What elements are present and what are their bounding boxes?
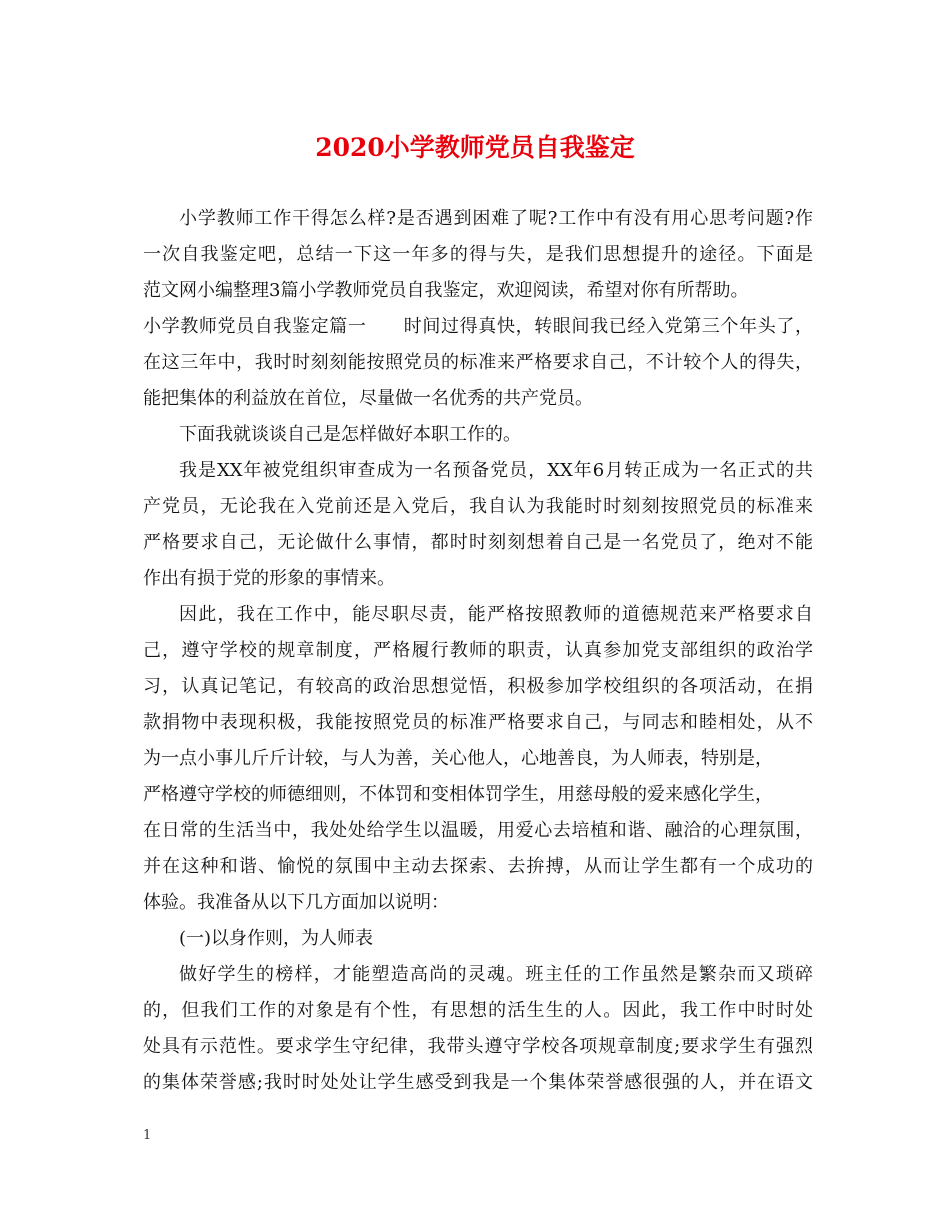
paragraph-line: 我是XX年被党组织审查成为一名预备党员，XX年6月转正成为一名正式的共 xyxy=(179,460,813,481)
paragraph-line: 体验。我准备从以下几方面加以说明： xyxy=(143,892,449,913)
paragraph-line: 产党员，无论我在入党前还是入党后，我自认为我能时时刻刻按照党员的标准来 xyxy=(143,496,813,517)
paragraph-line: 做好学生的榜样，才能塑造高尚的灵魂。班主任的工作虽然是繁杂而又琐碎 xyxy=(179,964,813,985)
paragraph-line: 能把集体的利益放在首位，尽量做一名优秀的共产党员。 xyxy=(143,388,593,409)
paragraph-line: 款捐物中表现积极，我能按照党员的标准严格要求自己，与同志和睦相处，从不 xyxy=(143,712,813,733)
paragraph-line: 处具有示范性。要求学生守纪律，我带头遵守学校各项规章制度;要求学生有强烈 xyxy=(143,1036,813,1057)
paragraph-line: 在日常的生活当中，我处处给学生以温暖，用爱心去培植和谐、融洽的心理氛围， xyxy=(143,820,813,841)
paragraph-line: 范文网小编整理3篇小学教师党员自我鉴定，欢迎阅读，希望对你有所帮助。 xyxy=(143,280,749,301)
document-title: 2020小学教师党员自我鉴定 xyxy=(315,133,635,162)
paragraph-line: 的，但我们工作的对象是有个性，有思想的活生生的人。因此，我工作中时时处 xyxy=(143,1000,813,1021)
paragraph-line: 小学教师工作干得怎么样?是否遇到困难了呢?工作中有没有用心思考问题?作 xyxy=(179,208,813,229)
section-heading: (一)以身作则，为人师表 xyxy=(179,928,374,949)
paragraph-line: 的集体荣誉感;我时时处处让学生感受到我是一个集体荣誉感很强的人，并在语文 xyxy=(143,1072,813,1093)
paragraph-line: 严格遵守学校的师德细则，不体罚和变相体罚学生，用慈母般的爱来感化学生， xyxy=(143,784,773,805)
paragraph-line: 并在这种和谐、愉悦的氛围中主动去探索、去拚搏，从而让学生都有一个成功的 xyxy=(143,856,813,877)
paragraph-line: 习，认真记笔记，有较高的政治思想觉悟，积极参加学校组织的各项活动，在捐 xyxy=(143,676,813,697)
paragraph-line: 下面我就谈谈自己是怎样做好本职工作的。 xyxy=(179,424,521,445)
paragraph-line: 作出有损于党的形象的事情来。 xyxy=(143,568,395,589)
paragraph-line: 因此，我在工作中，能尽职尽责，能严格按照教师的道德规范来严格要求自 xyxy=(179,604,813,625)
paragraph-line: 严格要求自己，无论做什么事情，都时时刻刻想着自己是一名党员了，绝对不能 xyxy=(143,532,813,553)
paragraph-line: 小学教师党员自我鉴定篇一 时间过得真快，转眼间我已经入党第三个年头了， xyxy=(143,316,813,337)
paragraph-line: 一次自我鉴定吧，总结一下这一年多的得与失，是我们思想提升的途径。下面是 xyxy=(143,244,813,265)
document-body xyxy=(143,201,813,1101)
paragraph-line: 为一点小事儿斤斤计较，与人为善，关心他人，心地善良，为人师表，特别是， xyxy=(143,748,773,769)
paragraph-line: 在这三年中，我时时刻刻能按照党员的标准来严格要求自己，不计较个人的得失， xyxy=(143,352,813,373)
page-number: 1 xyxy=(143,1128,152,1143)
paragraph-line: 己，遵守学校的规章制度，严格履行教师的职责，认真参加党支部组织的政治学 xyxy=(143,640,813,661)
